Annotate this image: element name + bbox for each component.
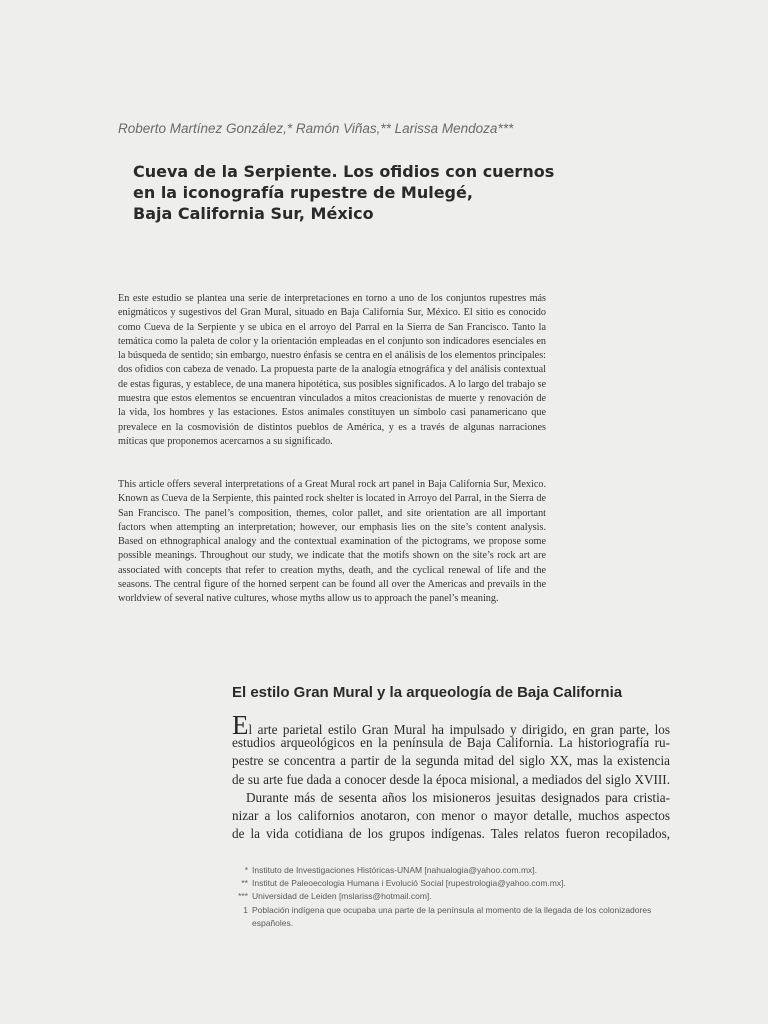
footnote-text: Instituto de Investigaciones Históricas-UNAM [nahualogia@yahoo.com.mx]. — [252, 865, 538, 875]
body-line: Durante más de sesenta años los misioneros jesuitas designados para cristia- — [246, 789, 670, 805]
body-line — [232, 710, 670, 740]
body-text — [232, 710, 670, 843]
footnote — [228, 904, 688, 930]
footnote-mark: 1 — [243, 904, 248, 915]
body-line: de la vida cotidiana de los grupos indígenas. Tales relatos fueron recopilados, — [232, 826, 670, 842]
body-line: nizar a los californios anotaron, con menor o mayor detalle, muchos aspectos — [232, 807, 670, 823]
title-line: Baja California Sur, México — [133, 204, 374, 223]
body-line: estudios arqueológicos en la península de Baja California. La historiografía ru- — [232, 735, 670, 751]
footnote-text: Institut de Paleoecologia Humana i Evolució Social [rupestrologia@yahoo.com.mx]. — [252, 878, 566, 889]
title-line: en la iconografía rupestre de Mulegé, — [133, 183, 473, 202]
title-line: Cueva de la Serpiente. Los ofidios con cuernos — [133, 162, 555, 181]
footnote-text: Universidad de Leiden [mslariss@hotmail.com]. — [252, 891, 432, 902]
drop-cap: E — [232, 710, 249, 740]
footnote — [228, 877, 688, 890]
footnote-mark: ** — [241, 878, 248, 889]
footnote-mark: * — [244, 865, 248, 875]
footnote-text: Población indígena que ocupaba una parte de la península al momento de la llegada de los colonizadores españoles. — [252, 904, 652, 928]
abstract-english: This article offers several interpretations of a Great Mural rock art panel in Baja California Sur, Mexico. Known as Cueva de la Serpiente, this painted rock shelter is located in Arroyo del Parral, in the Sierra de San Francisco. The panel’s composition, themes, color pallet, and site orientation are all important factors when attempting an interpretation; however, our emphasis lies on the site’s content analysis. Based on ethnographical analogy and the contextual examination of the pictograms, we propose some possible meanings. Throughout our study, we indicate that the motifs shown on the site’s rock art are associated with concepts that refer to creation myths, death, and the cyclical renewal of life and the seasons. The central figure of the horned serpent can be found all over the Americas and prevails in the worldview of several native cultures, whose myths allow us to approach the panel’s meaning. — [118, 479, 546, 605]
section-heading: El estilo Gran Mural y la arqueología de Baja California — [232, 684, 623, 701]
footnote-mark: *** — [238, 891, 248, 902]
abstract-spanish: En este estudio se plantea una serie de interpretaciones en torno a uno de los conjuntos rupestres más enigmáticos y sugestivos del Gran Mural, situado en Baja California Sur, México. El sitio es conocido como Cueva de la Serpiente y se ubica en el arroyo del Parral en la Sierra de San Francisco. Tanto la temática como la paleta de color y la orientación empleadas en el conjunto son indicadores esenciales en la búsqueda de sentido; sin embargo, nuestro énfasis se centra en el análisis de los elementos principales: dos ofidios con cabeza de venado. La propuesta parte de la analogía etnográfica y del análisis contextual de estas figuras, y establece, de una manera hipotética, sus posibles significados. A lo largo del trabajo se muestra que estos elementos se encuentran vinculados a mitos creacionistas de muerte y renovación de la vida, los hombres y las estaciones. Estos animales constituyen un símbolo casi panamericano que prevalece en la cosmovisión de distintos pueblos de América, y es a través de algunas narraciones míticas que proponemos acercarnos a su significado. — [118, 293, 546, 447]
article-title — [133, 161, 663, 224]
footnote — [228, 890, 688, 903]
body-line: de su arte fue dada a conocer desde la época misional, a mediados del siglo XVIII. — [232, 771, 670, 787]
body-line-text: l arte parietal estilo Gran Mural ha impulsado y dirigido, en gran parte, los — [248, 722, 670, 737]
footnotes — [228, 864, 688, 930]
footnote — [228, 864, 688, 877]
body-line: pestre se concentra a partir de la segunda mitad del siglo XX, mas la existencia — [232, 753, 670, 769]
author-line: Roberto Martínez González,* Ramón Viñas,** Larissa Mendoza*** — [118, 121, 514, 136]
